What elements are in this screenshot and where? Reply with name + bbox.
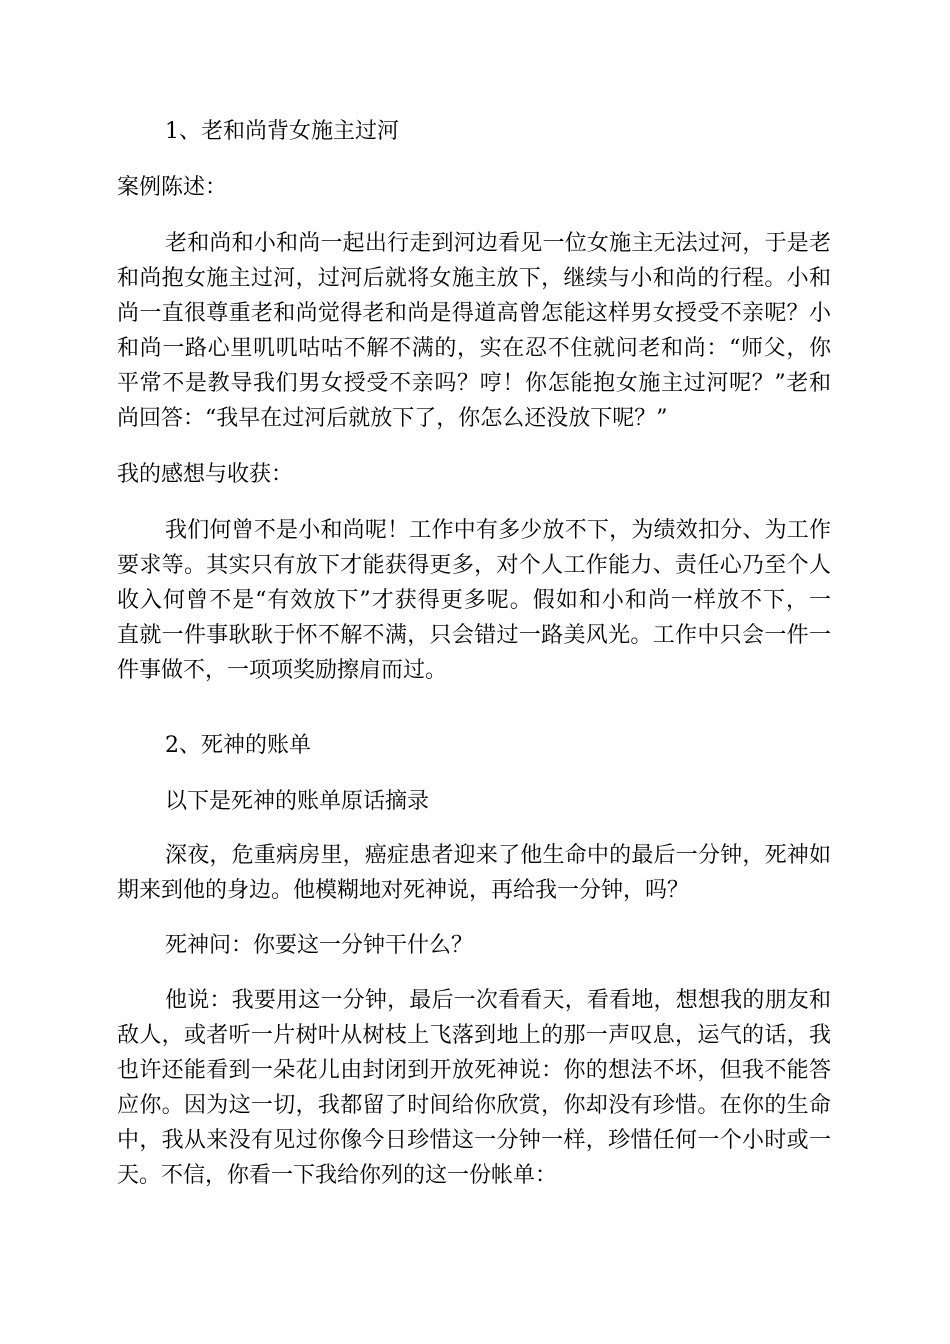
para3-line-1: 他说：我要用这一分钟，最后一次看看天，看看地，想想我的朋友和 xyxy=(165,988,831,1013)
para3-line-4: 应你。因为这一切，我都留了时间给你欣赏，你却没有珍惜。在你的生命 xyxy=(117,1093,831,1118)
case-line-3: 尚一直很尊重老和尚觉得老和尚是得道高曾怎能这样男女授受不亲呢？小 xyxy=(117,301,831,326)
story1-heading: 1、老和尚背女施主过河 xyxy=(165,119,399,144)
case-line-4: 和尚一路心里叽叽咕咕不解不满的，实在忍不住就问老和尚：“师父，你 xyxy=(117,336,831,361)
para3-line-3: 也许还能看到一朵花儿由封闭到开放死神说：你的想法不坏，但我不能答 xyxy=(117,1058,831,1083)
para2-line: 死神问：你要这一分钟干什么？ xyxy=(165,933,474,958)
reflection-line-2: 要求等。其实只有放下才能获得更多，对个人工作能力、责任心乃至个人 xyxy=(117,553,831,578)
para1-line-1: 深夜，危重病房里，癌症患者迎来了他生命中的最后一分钟，死神如 xyxy=(165,843,831,868)
reflection-line-3: 收入何曾不是“有效放下”才获得更多呢。假如和小和尚一样放不下，一 xyxy=(117,588,831,613)
reflection-line-4: 直就一件事耿耿于怀不解不满，只会错过一路美风光。工作中只会一件一 xyxy=(117,623,831,648)
story2-subheading: 以下是死神的账单原话摘录 xyxy=(165,789,430,814)
reflection-line-5: 件事做不，一项项奖励擦肩而过。 xyxy=(117,658,448,683)
reflection-line-1: 我们何曾不是小和尚呢！工作中有多少放不下，为绩效扣分、为工作 xyxy=(165,518,831,543)
case-label: 案例陈述： xyxy=(117,175,228,200)
reflection-label: 我的感想与收获： xyxy=(117,462,294,487)
para3-line-2: 敌人，或者听一片树叶从树枝上飞落到地上的那一声叹息，运气的话，我 xyxy=(117,1023,831,1048)
case-line-1: 老和尚和小和尚一起出行走到河边看见一位女施主无法过河，于是老 xyxy=(165,231,831,256)
para1-line-2: 期来到他的身边。他模糊地对死神说，再给我一分钟，吗？ xyxy=(117,878,690,903)
case-line-2: 和尚抱女施主过河，过河后就将女施主放下，继续与小和尚的行程。小和 xyxy=(117,266,831,291)
case-line-6: 尚回答：“我早在过河后就放下了，你怎么还没放下呢？” xyxy=(117,406,668,431)
story2-heading: 2、死神的账单 xyxy=(165,733,311,758)
case-line-5: 平常不是教导我们男女授受不亲吗？哼！你怎能抱女施主过河呢？”老和 xyxy=(117,371,831,396)
para3-line-6: 天。不信，你看一下我给你列的这一份帐单： xyxy=(117,1163,558,1188)
para3-line-5: 中，我从来没有见过你像今日珍惜这一分钟一样，珍惜任何一个小时或一 xyxy=(117,1128,831,1153)
